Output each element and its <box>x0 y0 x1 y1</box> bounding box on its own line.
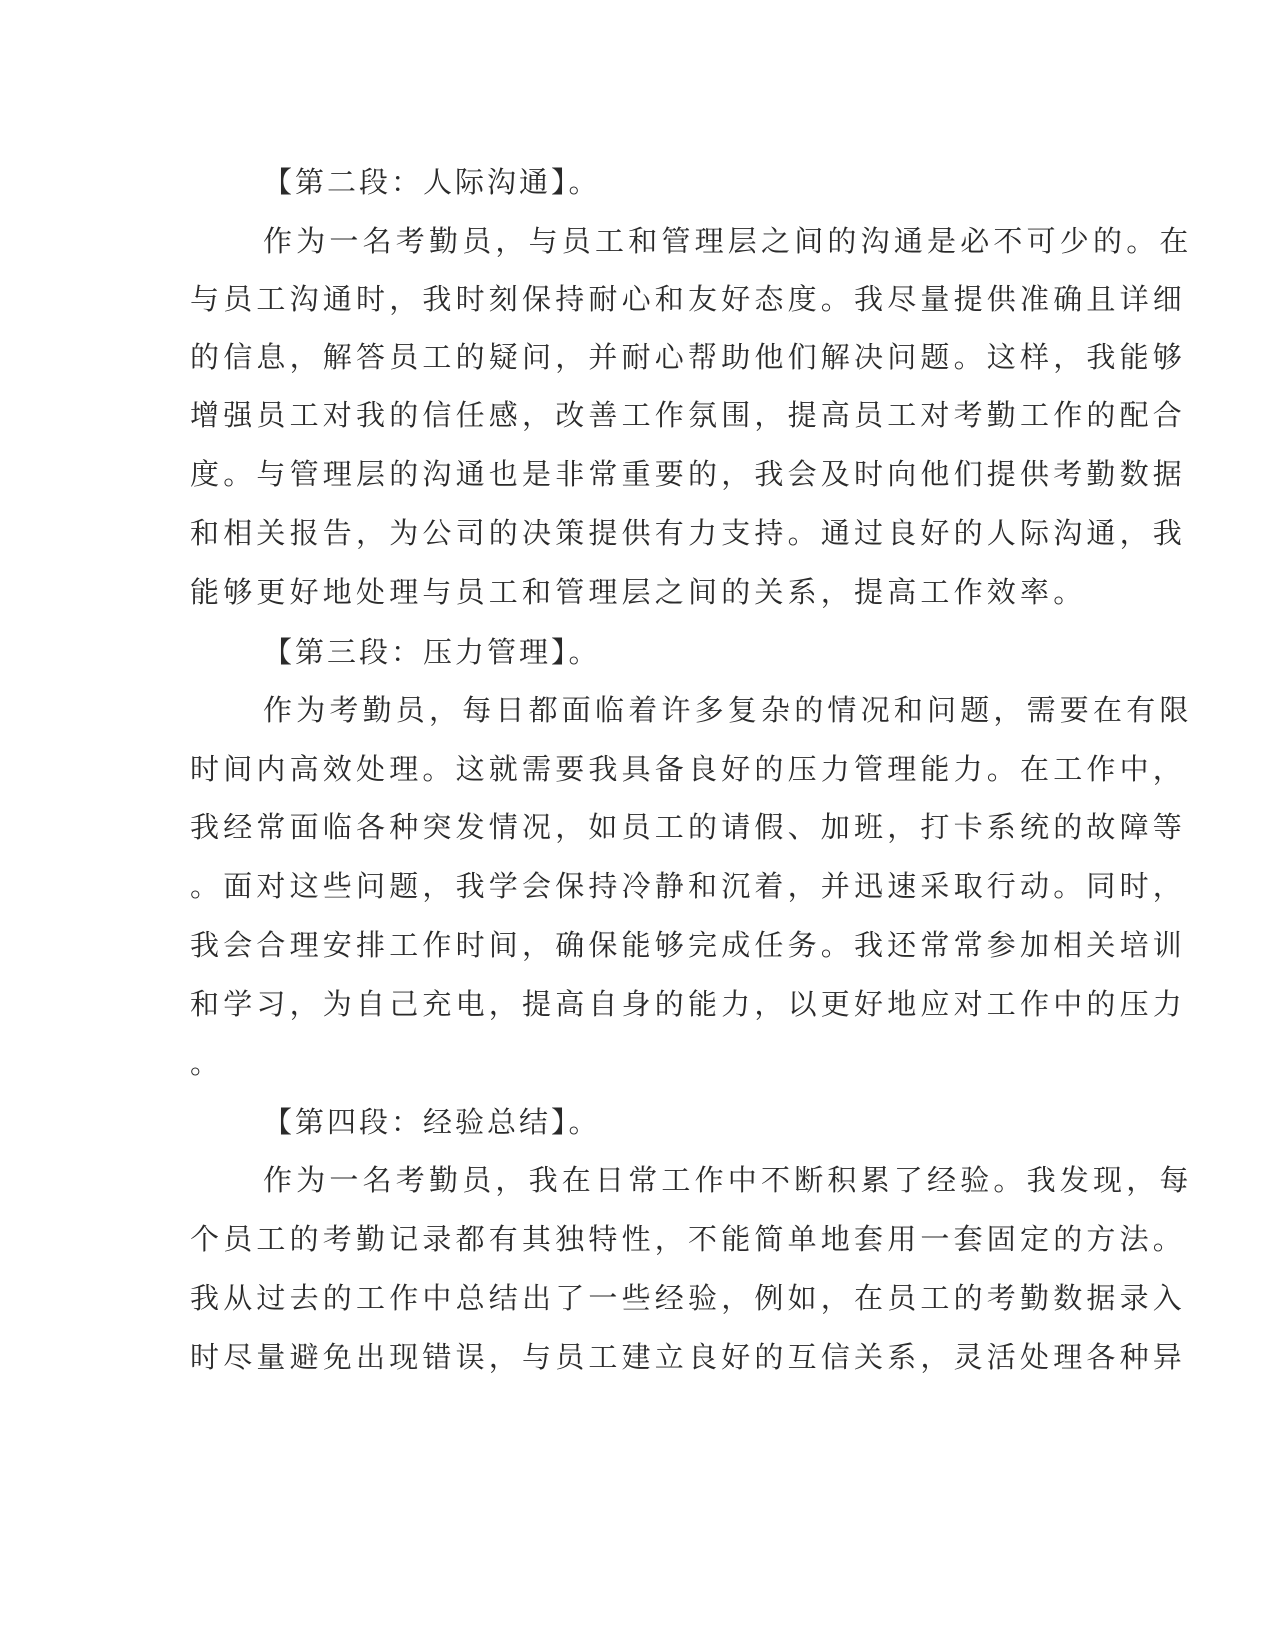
section-heading: 【第二段：人际沟通】。 <box>263 165 601 199</box>
paragraph-line: 作为一名考勤员，与员工和管理层之间的沟通是必不可少的。在 <box>263 224 1193 258</box>
paragraph-line: 我会合理安排工作时间，确保能够完成任务。我还常常参加相关培训 <box>190 928 1187 962</box>
paragraph-line: 我从过去的工作中总结出了一些经验，例如，在员工的考勤数据录入 <box>190 1281 1187 1315</box>
paragraph-line: 的信息，解答员工的疑问，并耐心帮助他们解决问题。这样，我能够 <box>190 340 1187 374</box>
paragraph-line: 和学习，为自己充电，提高自身的能力，以更好地应对工作中的压力 <box>190 987 1187 1021</box>
section-heading: 【第四段：经验总结】。 <box>263 1105 601 1139</box>
paragraph-line: 时间内高效处理。这就需要我具备良好的压力管理能力。在工作中， <box>190 752 1187 786</box>
paragraph-line: 。 <box>190 1046 224 1080</box>
paragraph-line: 作为考勤员，每日都面临着许多复杂的情况和问题，需要在有限 <box>263 693 1193 727</box>
paragraph-line: 度。与管理层的沟通也是非常重要的，我会及时向他们提供考勤数据 <box>190 457 1187 491</box>
paragraph-line: 与员工沟通时，我时刻保持耐心和友好态度。我尽量提供准确且详细 <box>190 282 1187 316</box>
paragraph-line: 和相关报告，为公司的决策提供有力支持。通过良好的人际沟通，我 <box>190 516 1187 550</box>
section-heading: 【第三段：压力管理】。 <box>263 635 601 669</box>
paragraph-line: 。面对这些问题，我学会保持冷静和沉着，并迅速采取行动。同时， <box>190 869 1187 903</box>
paragraph-line: 作为一名考勤员，我在日常工作中不断积累了经验。我发现，每 <box>263 1163 1193 1197</box>
paragraph-line: 时尽量避免出现错误，与员工建立良好的互信关系，灵活处理各种异 <box>190 1340 1187 1374</box>
paragraph-line: 我经常面临各种突发情况，如员工的请假、加班，打卡系统的故障等 <box>190 810 1187 844</box>
paragraph-line: 能够更好地处理与员工和管理层之间的关系，提高工作效率。 <box>190 575 1087 609</box>
paragraph-line: 增强员工对我的信任感，改善工作氛围，提高员工对考勤工作的配合 <box>190 398 1187 432</box>
paragraph-line: 个员工的考勤记录都有其独特性，不能简单地套用一套固定的方法。 <box>190 1222 1187 1256</box>
